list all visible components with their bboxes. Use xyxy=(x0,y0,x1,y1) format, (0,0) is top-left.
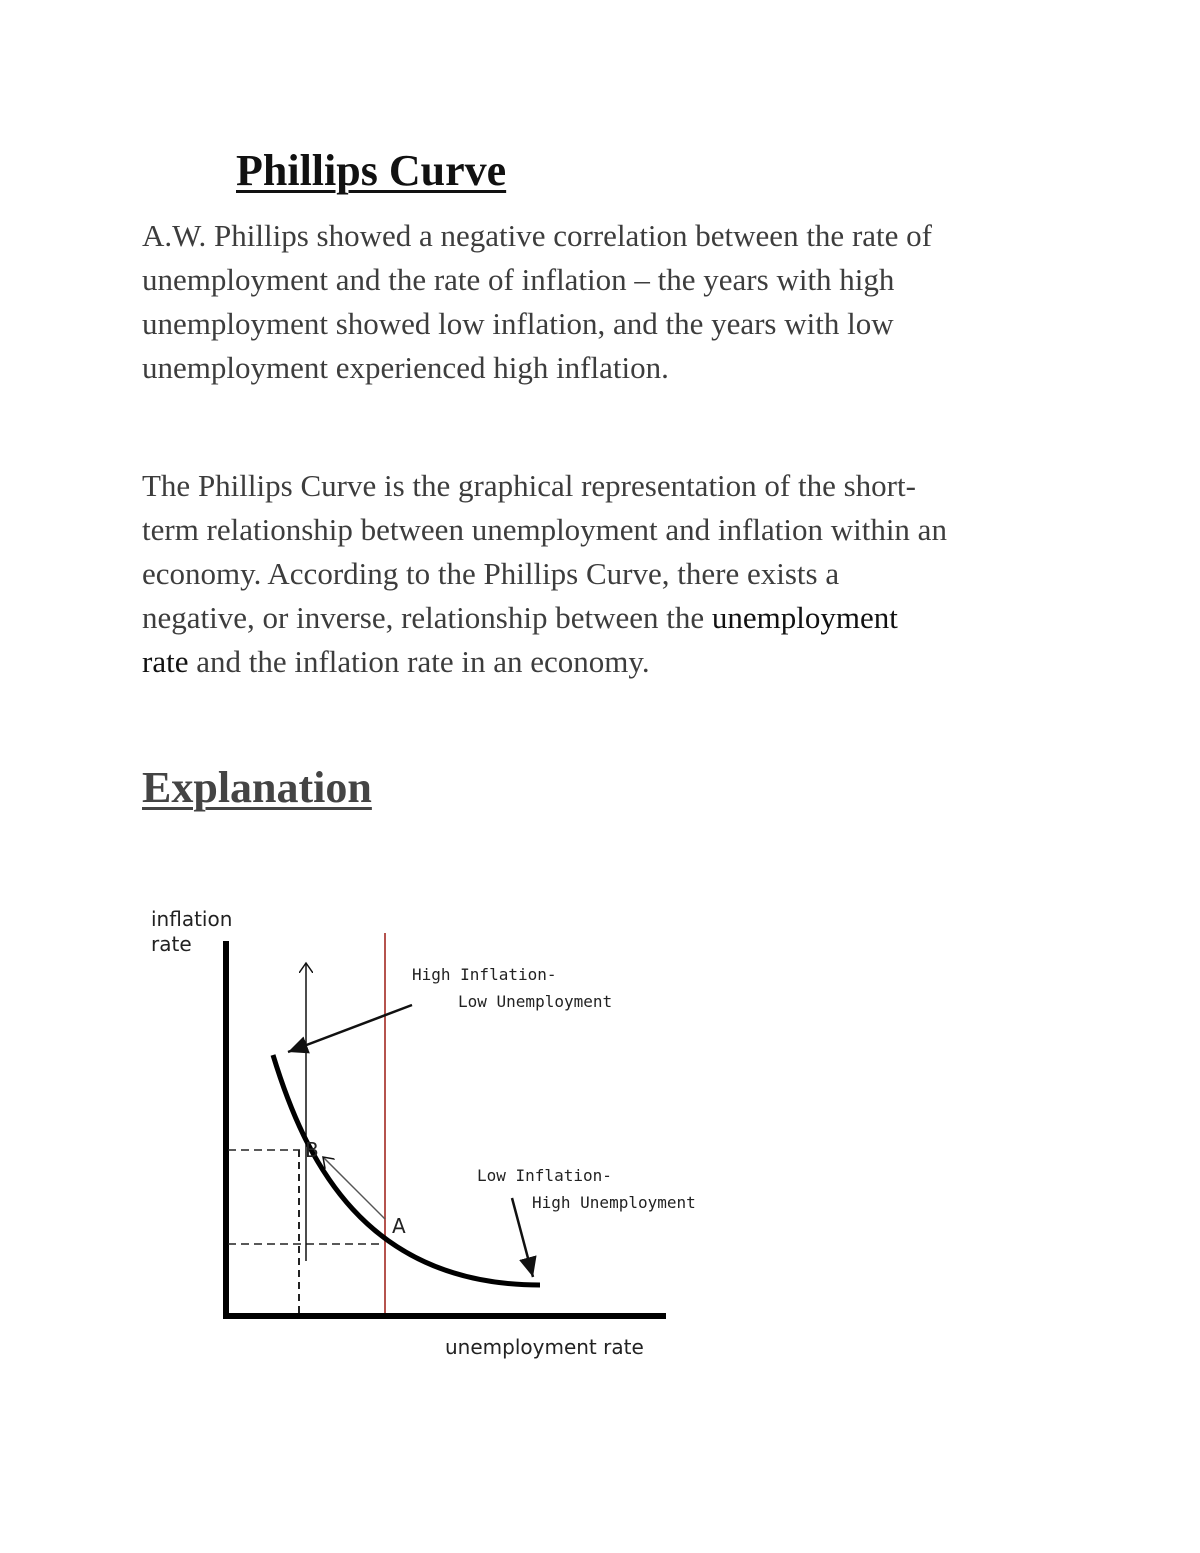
rate-link[interactable]: rate xyxy=(142,644,189,679)
low-inflation-arrow xyxy=(512,1198,533,1277)
point-b-label: B xyxy=(305,1138,319,1162)
intro-line: A.W. Phillips showed a negative correlation between the rate of xyxy=(142,218,932,253)
definition-text: and the inflation rate in an economy. xyxy=(188,644,650,679)
point-a-label: A xyxy=(392,1214,406,1238)
intro-line: unemployment experienced high inflation. xyxy=(142,350,669,385)
definition-line: term relationship between unemployment and inflation within an xyxy=(142,512,947,547)
high-inflation-label: High Inflation- xyxy=(412,965,557,984)
unemployment-link[interactable]: unemployment xyxy=(711,600,898,635)
low-unemployment-label: Low Unemployment xyxy=(458,992,613,1011)
high-unemployment-label: High Unemployment xyxy=(532,1193,696,1212)
definition-line: economy. According to the Phillips Curve, there exists a xyxy=(142,556,840,591)
low-inflation-label: Low Inflation- xyxy=(477,1166,612,1185)
page-title: Phillips Curve xyxy=(236,146,507,195)
y-axis-label: rate xyxy=(151,932,192,956)
intro-line: unemployment showed low inflation, and the years with low xyxy=(142,306,894,341)
phillips-curve-figure xyxy=(140,895,760,1375)
definition-line: The Phillips Curve is the graphical representation of the short- xyxy=(142,468,916,503)
y-axis-label: inflation xyxy=(151,907,233,931)
x-axis-label: unemployment rate xyxy=(445,1335,644,1359)
phillips-curve-diagram xyxy=(140,895,760,1375)
definition-paragraph xyxy=(142,464,1082,684)
definition-line xyxy=(142,596,1082,640)
intro-line: unemployment and the rate of inflation – the years with high xyxy=(142,262,895,297)
definition-line xyxy=(142,640,1082,684)
intro-paragraph xyxy=(142,214,1082,390)
definition-text: negative, or inverse, relationship between the xyxy=(142,600,712,635)
explanation-heading: Explanation xyxy=(142,763,372,812)
